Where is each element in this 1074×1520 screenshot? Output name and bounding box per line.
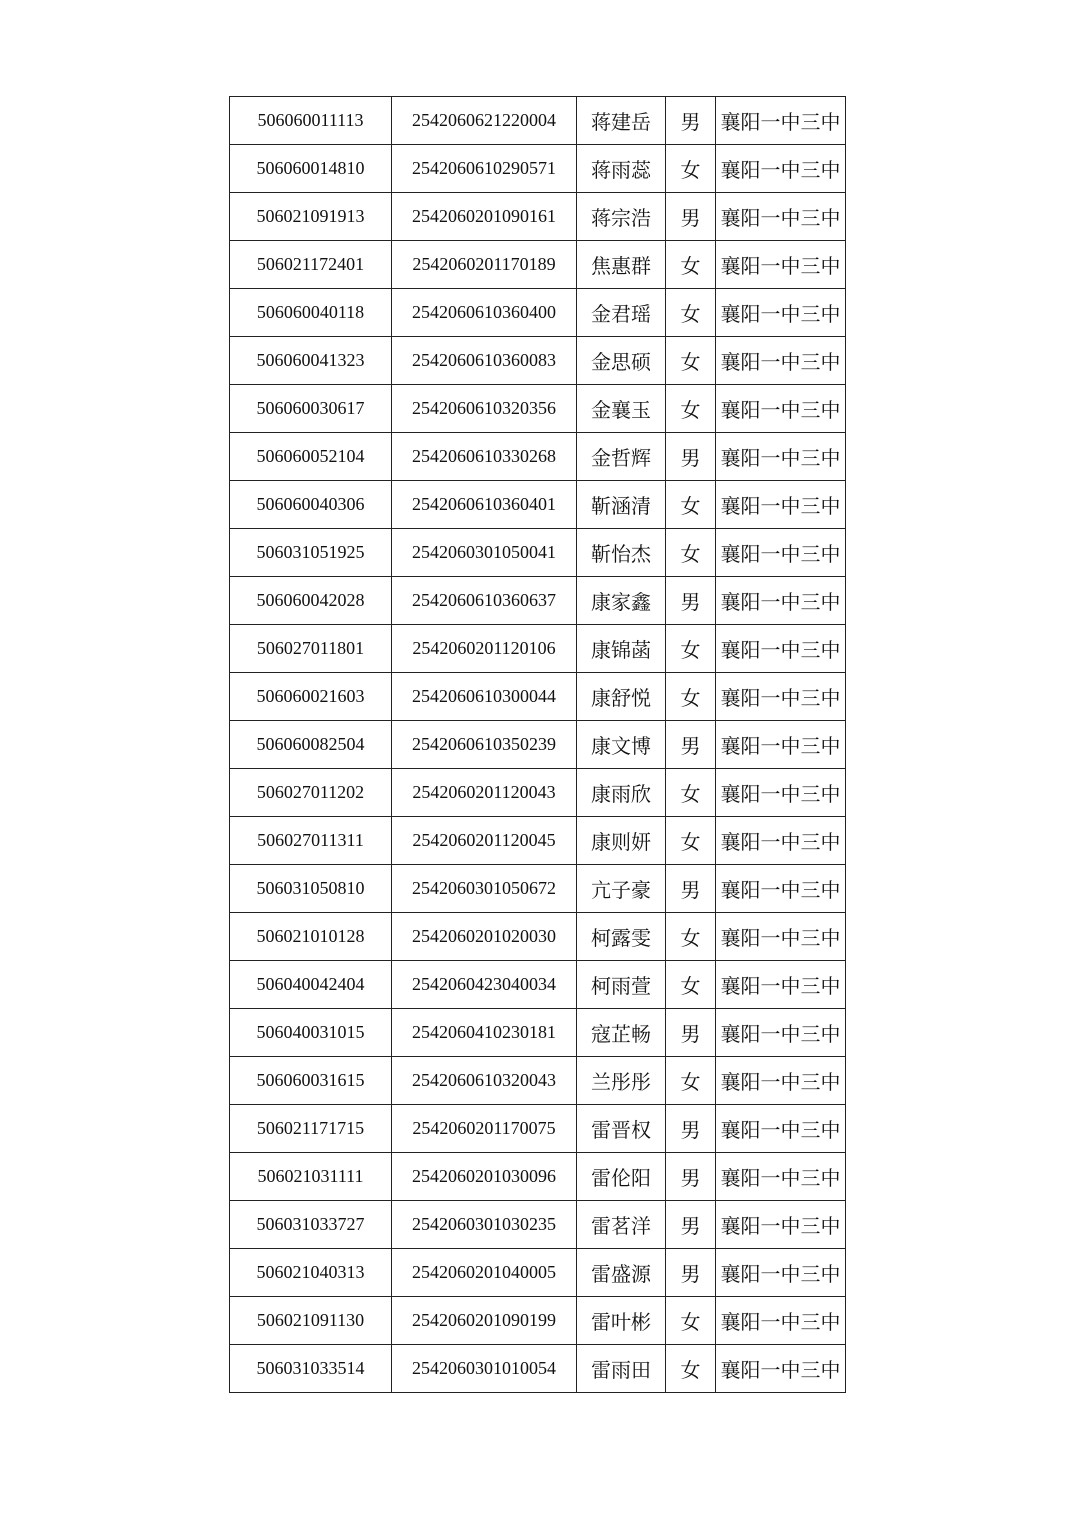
exam-number-cell: 506021031111 <box>230 1153 392 1201</box>
table-row <box>230 145 846 193</box>
gender-cell: 男 <box>666 433 716 481</box>
registration-number-cell: 2542060610300044 <box>392 673 577 721</box>
student-name-cell: 金襄玉 <box>577 385 666 433</box>
table-row <box>230 385 846 433</box>
student-name-cell: 柯露雯 <box>577 913 666 961</box>
registration-number-cell: 2542060610350239 <box>392 721 577 769</box>
registration-number-cell: 2542060301010054 <box>392 1345 577 1393</box>
registration-number-cell: 2542060201120106 <box>392 625 577 673</box>
student-name-cell: 康雨欣 <box>577 769 666 817</box>
registration-number-cell: 2542060201040005 <box>392 1249 577 1297</box>
table-row <box>230 1009 846 1057</box>
gender-cell: 女 <box>666 961 716 1009</box>
table-row <box>230 577 846 625</box>
table-row <box>230 865 846 913</box>
table-row <box>230 1153 846 1201</box>
student-name-cell: 靳怡杰 <box>577 529 666 577</box>
table-row <box>230 913 846 961</box>
registration-number-cell: 2542060301030235 <box>392 1201 577 1249</box>
student-name-cell: 雷雨田 <box>577 1345 666 1393</box>
registration-number-cell: 2542060610360400 <box>392 289 577 337</box>
table-row <box>230 1297 846 1345</box>
student-name-cell: 柯雨萱 <box>577 961 666 1009</box>
exam-number-cell: 506060014810 <box>230 145 392 193</box>
gender-cell: 女 <box>666 625 716 673</box>
table-row <box>230 1105 846 1153</box>
exam-number-cell: 506060041323 <box>230 337 392 385</box>
exam-number-cell: 506060030617 <box>230 385 392 433</box>
gender-cell: 女 <box>666 769 716 817</box>
exam-number-cell: 506031033727 <box>230 1201 392 1249</box>
registration-number-cell: 2542060201030096 <box>392 1153 577 1201</box>
registration-number-cell: 2542060201170189 <box>392 241 577 289</box>
gender-cell: 男 <box>666 865 716 913</box>
student-name-cell: 寇芷畅 <box>577 1009 666 1057</box>
registration-number-cell: 2542060610290571 <box>392 145 577 193</box>
school-cell: 襄阳一中三中 <box>716 337 846 385</box>
table-row <box>230 97 846 145</box>
student-name-cell: 金思硕 <box>577 337 666 385</box>
gender-cell: 男 <box>666 577 716 625</box>
exam-number-cell: 506031051925 <box>230 529 392 577</box>
school-cell: 襄阳一中三中 <box>716 385 846 433</box>
exam-number-cell: 506021040313 <box>230 1249 392 1297</box>
gender-cell: 男 <box>666 193 716 241</box>
student-name-cell: 蒋雨蕊 <box>577 145 666 193</box>
registration-number-cell: 2542060610320356 <box>392 385 577 433</box>
school-cell: 襄阳一中三中 <box>716 1201 846 1249</box>
table-row <box>230 481 846 529</box>
exam-number-cell: 506021010128 <box>230 913 392 961</box>
student-name-cell: 亢子豪 <box>577 865 666 913</box>
gender-cell: 男 <box>666 1249 716 1297</box>
school-cell: 襄阳一中三中 <box>716 1105 846 1153</box>
school-cell: 襄阳一中三中 <box>716 1153 846 1201</box>
exam-number-cell: 506060042028 <box>230 577 392 625</box>
exam-number-cell: 506021091130 <box>230 1297 392 1345</box>
school-cell: 襄阳一中三中 <box>716 625 846 673</box>
registration-number-cell: 2542060610320043 <box>392 1057 577 1105</box>
gender-cell: 女 <box>666 289 716 337</box>
exam-number-cell: 506040031015 <box>230 1009 392 1057</box>
gender-cell: 女 <box>666 241 716 289</box>
registration-number-cell: 2542060201020030 <box>392 913 577 961</box>
school-cell: 襄阳一中三中 <box>716 577 846 625</box>
school-cell: 襄阳一中三中 <box>716 97 846 145</box>
table-row <box>230 529 846 577</box>
school-cell: 襄阳一中三中 <box>716 1057 846 1105</box>
gender-cell: 男 <box>666 721 716 769</box>
school-cell: 襄阳一中三中 <box>716 193 846 241</box>
student-name-cell: 雷盛源 <box>577 1249 666 1297</box>
student-name-cell: 金君瑶 <box>577 289 666 337</box>
student-name-cell: 靳涵清 <box>577 481 666 529</box>
registration-number-cell: 2542060621220004 <box>392 97 577 145</box>
student-name-cell: 蒋建岳 <box>577 97 666 145</box>
registration-number-cell: 2542060610360637 <box>392 577 577 625</box>
school-cell: 襄阳一中三中 <box>716 433 846 481</box>
gender-cell: 女 <box>666 385 716 433</box>
exam-number-cell: 506060040306 <box>230 481 392 529</box>
registration-number-cell: 2542060410230181 <box>392 1009 577 1057</box>
table-row <box>230 289 846 337</box>
student-list-table <box>229 96 846 1393</box>
registration-number-cell: 2542060301050041 <box>392 529 577 577</box>
gender-cell: 女 <box>666 145 716 193</box>
student-name-cell: 焦惠群 <box>577 241 666 289</box>
exam-number-cell: 506027011801 <box>230 625 392 673</box>
school-cell: 襄阳一中三中 <box>716 289 846 337</box>
gender-cell: 女 <box>666 673 716 721</box>
registration-number-cell: 2542060610360401 <box>392 481 577 529</box>
registration-number-cell: 2542060610360083 <box>392 337 577 385</box>
registration-number-cell: 2542060201090199 <box>392 1297 577 1345</box>
table-row <box>230 961 846 1009</box>
gender-cell: 女 <box>666 529 716 577</box>
student-name-cell: 雷晋权 <box>577 1105 666 1153</box>
student-name-cell: 康文博 <box>577 721 666 769</box>
school-cell: 襄阳一中三中 <box>716 817 846 865</box>
gender-cell: 女 <box>666 337 716 385</box>
gender-cell: 男 <box>666 1105 716 1153</box>
exam-number-cell: 506060082504 <box>230 721 392 769</box>
table-row <box>230 337 846 385</box>
table-row <box>230 1201 846 1249</box>
table-row <box>230 241 846 289</box>
gender-cell: 女 <box>666 1297 716 1345</box>
student-name-cell: 康则妍 <box>577 817 666 865</box>
student-list-body <box>230 97 846 1393</box>
school-cell: 襄阳一中三中 <box>716 913 846 961</box>
student-name-cell: 雷茗洋 <box>577 1201 666 1249</box>
school-cell: 襄阳一中三中 <box>716 241 846 289</box>
student-name-cell: 康锦菡 <box>577 625 666 673</box>
school-cell: 襄阳一中三中 <box>716 1297 846 1345</box>
registration-number-cell: 2542060301050672 <box>392 865 577 913</box>
table-row <box>230 193 846 241</box>
table-row <box>230 625 846 673</box>
table-row <box>230 769 846 817</box>
registration-number-cell: 2542060201090161 <box>392 193 577 241</box>
exam-number-cell: 506021091913 <box>230 193 392 241</box>
registration-number-cell: 2542060423040034 <box>392 961 577 1009</box>
exam-number-cell: 506040042404 <box>230 961 392 1009</box>
exam-number-cell: 506027011311 <box>230 817 392 865</box>
table-row <box>230 817 846 865</box>
student-name-cell: 雷伦阳 <box>577 1153 666 1201</box>
student-name-cell: 蒋宗浩 <box>577 193 666 241</box>
school-cell: 襄阳一中三中 <box>716 865 846 913</box>
exam-number-cell: 506060021603 <box>230 673 392 721</box>
student-name-cell: 金哲辉 <box>577 433 666 481</box>
gender-cell: 女 <box>666 481 716 529</box>
gender-cell: 男 <box>666 1201 716 1249</box>
gender-cell: 男 <box>666 1009 716 1057</box>
gender-cell: 女 <box>666 817 716 865</box>
table-row <box>230 1345 846 1393</box>
registration-number-cell: 2542060201120045 <box>392 817 577 865</box>
school-cell: 襄阳一中三中 <box>716 961 846 1009</box>
school-cell: 襄阳一中三中 <box>716 529 846 577</box>
exam-number-cell: 506060052104 <box>230 433 392 481</box>
table-row <box>230 721 846 769</box>
gender-cell: 女 <box>666 1345 716 1393</box>
gender-cell: 女 <box>666 1057 716 1105</box>
table-row <box>230 1057 846 1105</box>
student-name-cell: 康家鑫 <box>577 577 666 625</box>
school-cell: 襄阳一中三中 <box>716 1249 846 1297</box>
school-cell: 襄阳一中三中 <box>716 769 846 817</box>
exam-number-cell: 506060011113 <box>230 97 392 145</box>
registration-number-cell: 2542060201170075 <box>392 1105 577 1153</box>
exam-number-cell: 506021172401 <box>230 241 392 289</box>
exam-number-cell: 506031033514 <box>230 1345 392 1393</box>
school-cell: 襄阳一中三中 <box>716 1345 846 1393</box>
school-cell: 襄阳一中三中 <box>716 673 846 721</box>
school-cell: 襄阳一中三中 <box>716 481 846 529</box>
school-cell: 襄阳一中三中 <box>716 145 846 193</box>
student-name-cell: 兰彤彤 <box>577 1057 666 1105</box>
exam-number-cell: 506031050810 <box>230 865 392 913</box>
table-row <box>230 673 846 721</box>
registration-number-cell: 2542060610330268 <box>392 433 577 481</box>
student-name-cell: 雷叶彬 <box>577 1297 666 1345</box>
registration-number-cell: 2542060201120043 <box>392 769 577 817</box>
exam-number-cell: 506021171715 <box>230 1105 392 1153</box>
exam-number-cell: 506060031615 <box>230 1057 392 1105</box>
gender-cell: 女 <box>666 913 716 961</box>
school-cell: 襄阳一中三中 <box>716 1009 846 1057</box>
exam-number-cell: 506027011202 <box>230 769 392 817</box>
student-name-cell: 康舒悦 <box>577 673 666 721</box>
exam-number-cell: 506060040118 <box>230 289 392 337</box>
school-cell: 襄阳一中三中 <box>716 721 846 769</box>
gender-cell: 男 <box>666 97 716 145</box>
table-row <box>230 433 846 481</box>
table-row <box>230 1249 846 1297</box>
gender-cell: 男 <box>666 1153 716 1201</box>
